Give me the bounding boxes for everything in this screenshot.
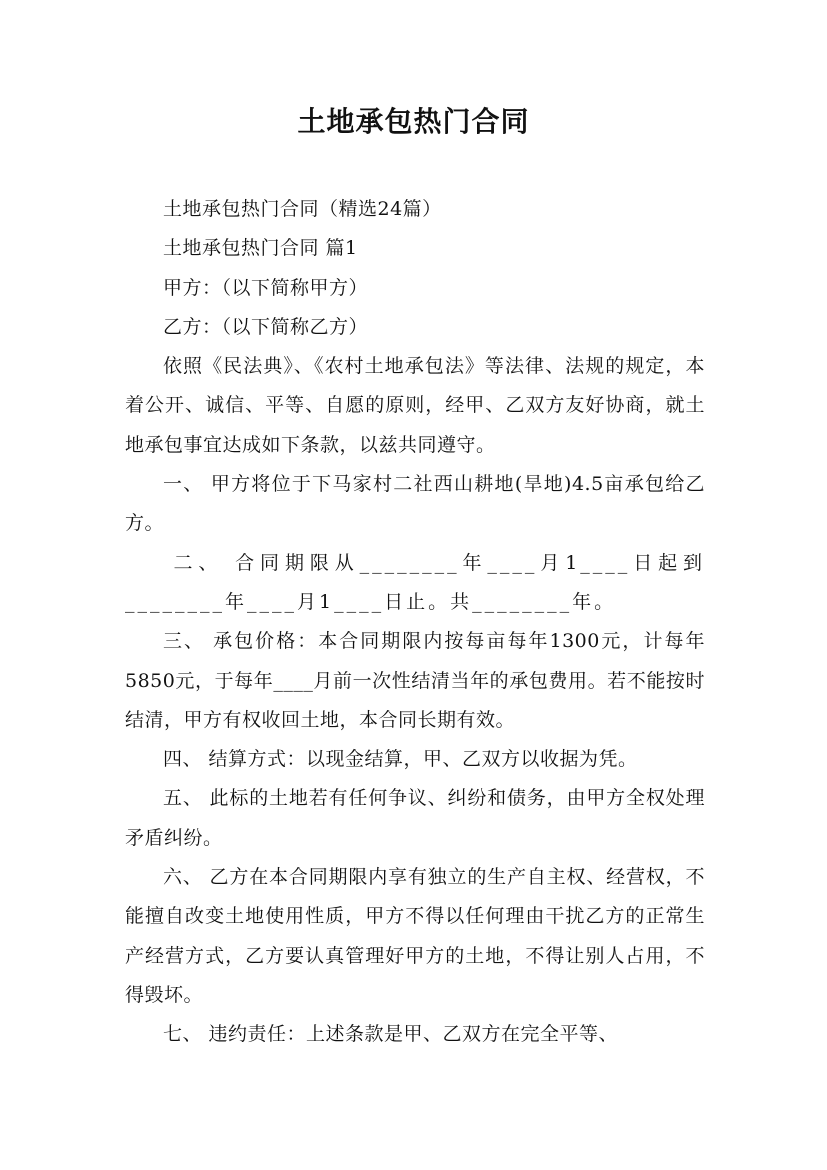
clause-4: 四、 结算方式：以现金结算，甲、乙双方以收据为凭。 <box>163 748 638 771</box>
paragraph-party-b: 乙方：（以下简称乙方） <box>163 315 369 338</box>
clause-2: 二、 合同期限从________年____月1____日起到________年____月1____日止。共________年。 <box>125 551 705 613</box>
document-title: 土地承包热门合同 <box>297 105 530 138</box>
paragraph-preamble: 依照《民法典》、《农村土地承包法》等法律、法规的规定，本着公开、诚信、平等、自愿的原则，经甲、乙双方友好协商，就土地承包事宜达成如下条款，以兹共同遵守。 <box>125 355 705 456</box>
paragraph-party-a: 甲方：（以下简称甲方） <box>163 276 369 299</box>
clause-7: 七、 违约责任：上述条款是甲、乙双方在完全平等、 <box>163 1023 619 1046</box>
clause-3: 三、 承包价格：本合同期限内按每亩每年1300元，计每年5850元，于每年____月前一次性结清当年的承包费用。若不能按时结清，甲方有权收回土地，本合同长期有效。 <box>125 630 705 731</box>
paragraph-summary: 土地承包热门合同（精选24篇） <box>163 198 442 220</box>
clause-5: 五、 此标的土地若有任何争议、纠纷和债务，由甲方全权处理矛盾纠纷。 <box>125 787 705 849</box>
clause-6: 六、 乙方在本合同期限内享有独立的生产自主权、经营权，不能擅自改变土地使用性质，甲方不得以任何理由干扰乙方的正常生产经营方式，乙方要认真管理好甲方的土地，不得让别人占用，不得毁坏。 <box>125 866 705 1006</box>
clause-1: 一、 甲方将位于下马家村二社西山耕地(旱地)4.5亩承包给乙方。 <box>125 473 705 535</box>
document-body <box>125 190 705 1055</box>
paragraph-section-heading: 土地承包热门合同 篇1 <box>163 237 358 260</box>
